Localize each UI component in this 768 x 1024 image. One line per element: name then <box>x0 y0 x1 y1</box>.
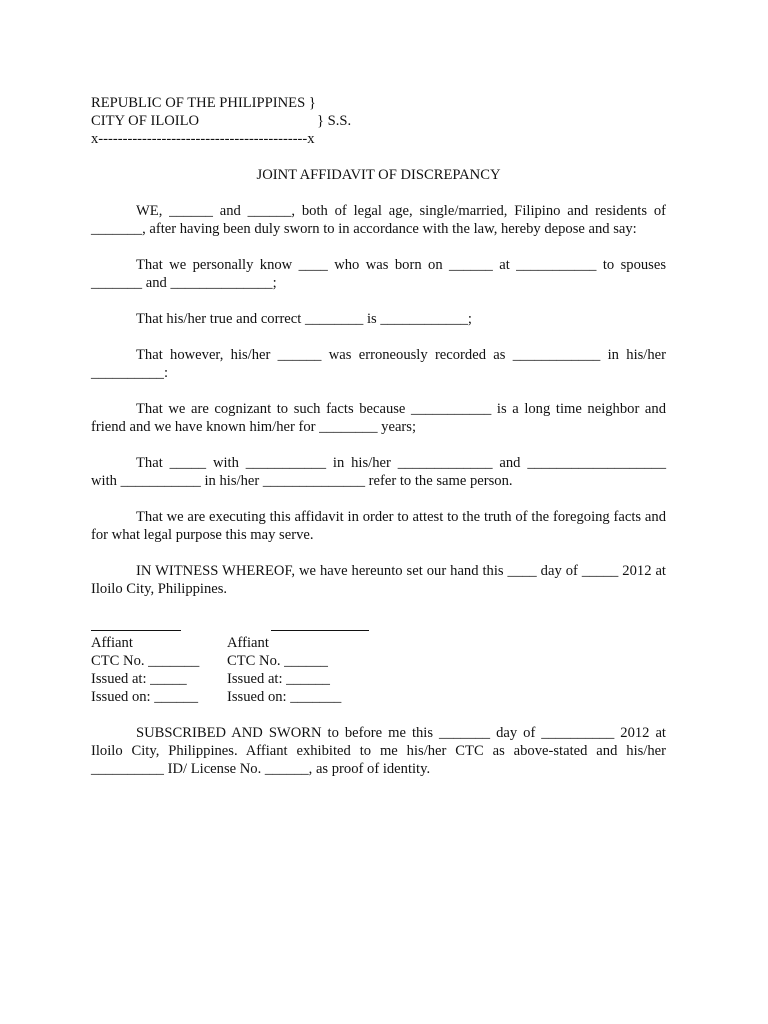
signature-line-left-wrap <box>91 616 271 634</box>
header-city-row <box>91 112 666 130</box>
affidavit-document <box>91 94 666 796</box>
paragraph-true-correct: That his/her true and correct ________ is ____________; <box>136 311 472 327</box>
affiant-right-issued-on: Issued on: _______ <box>227 689 342 705</box>
signature-block <box>91 616 666 706</box>
signature-lines <box>91 616 666 634</box>
signature-issued-at-row <box>91 670 666 688</box>
paragraph-erroneously-recorded: That however, his/her ______ was erroneously recorded as ____________ in his/her __________: <box>91 347 666 381</box>
paragraph-witness-whereof: IN WITNESS WHEREOF, we have hereunto set our hand this ____ day of _____ 2012 at Iloilo City, Philippines. <box>91 563 666 597</box>
paragraph-same-person: That _____ with ___________ in his/her _____________ and ___________________ with ___________ in his/her ______________ refer to the same person. <box>91 455 666 489</box>
paragraph-personally-know: That we personally know ____ who was born on ______ at ___________ to spouses _______ and ______________; <box>91 257 666 291</box>
paragraph-executing: That we are executing this affidavit in order to attest to the truth of the foregoing facts and for what legal purpose this may serve. <box>91 509 666 543</box>
signature-label-row <box>91 634 666 652</box>
affiant-right-issued-at: Issued at: ______ <box>227 671 330 687</box>
signature-ctc-row <box>91 652 666 670</box>
paragraph-intro: WE, ______ and ______, both of legal age, single/married, Filipino and residents of _______, after having been duly sworn to in accordance with the law, hereby depose and say: <box>91 203 666 237</box>
header-separator: x-------------------------------------------x <box>91 131 315 147</box>
affiant-left-ctc: CTC No. _______ <box>91 653 200 669</box>
affiant-left-label: Affiant <box>91 635 133 651</box>
affiant-left-issued-on: Issued on: ______ <box>91 689 199 705</box>
signature-line-right <box>271 616 369 631</box>
document-title: JOINT AFFIDAVIT OF DISCREPANCY <box>256 167 501 183</box>
affiant-right-label: Affiant <box>227 635 269 651</box>
signature-line-left <box>91 616 181 631</box>
header-ss: } S.S. <box>317 113 352 129</box>
header-republic: REPUBLIC OF THE PHILIPPINES } <box>91 95 316 111</box>
header-city: CITY OF ILOILO <box>91 113 200 129</box>
affiant-right-ctc: CTC No. ______ <box>227 653 328 669</box>
affiant-left-issued-at: Issued at: _____ <box>91 671 187 687</box>
signature-issued-on-row <box>91 688 666 706</box>
signature-line-right-wrap <box>271 616 369 634</box>
paragraph-cognizant: That we are cognizant to such facts because ___________ is a long time neighbor and friend and we have known him/her for ________ years; <box>91 401 666 435</box>
paragraph-jurat: SUBSCRIBED AND SWORN to before me this _______ day of __________ 2012 at Iloilo City, Philippines. Affiant exhibited to me his/her CTC as above-stated and his/her __________ ID/ License No. ______, as proof of identity. <box>91 725 666 777</box>
